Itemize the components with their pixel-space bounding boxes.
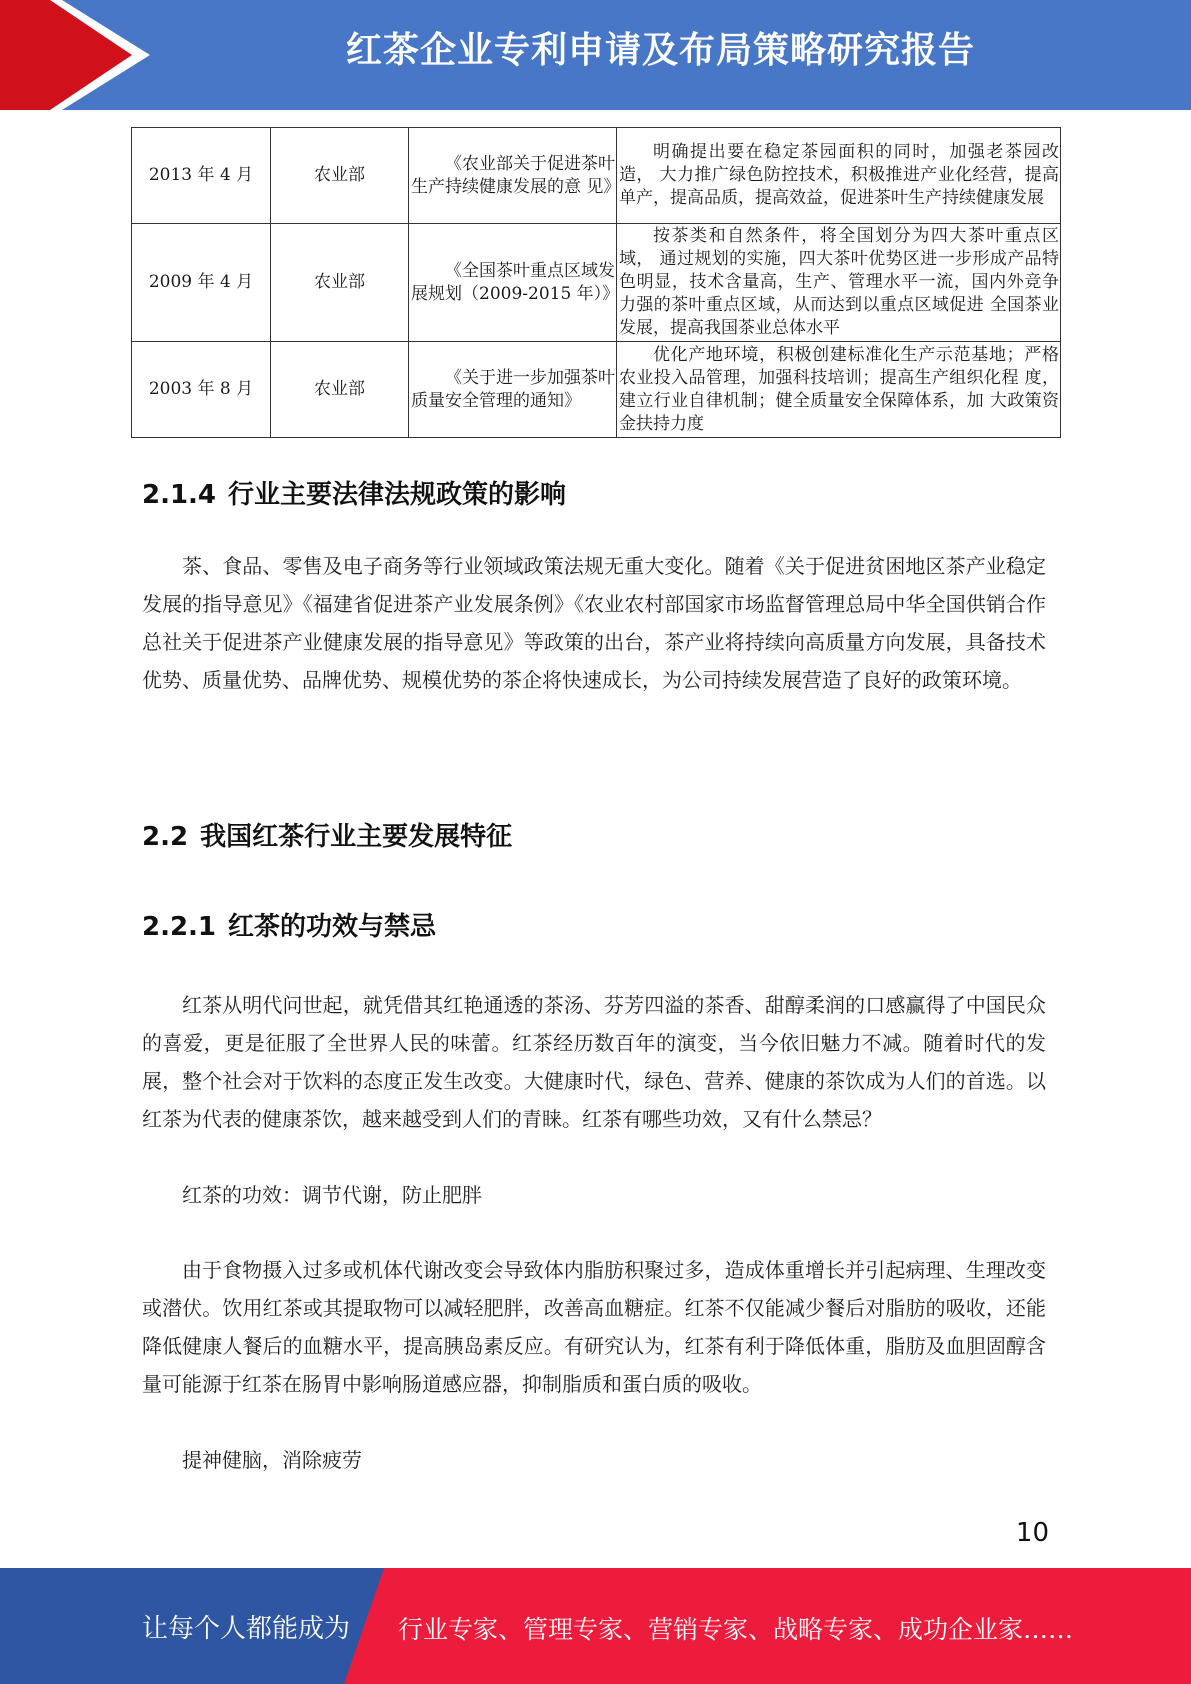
footer-slogan-right: 行业专家、管理专家、营销专家、战略专家、成功企业家……	[398, 1615, 1074, 1644]
efficacy-subhead-1: 红茶的功效：调节代谢，防止肥胖	[182, 1183, 482, 1207]
section-title: 行业主要法律法规政策的影响	[228, 480, 567, 510]
table-cell-date: 2003 年 8 月	[132, 342, 271, 438]
table-cell-dept: 农业部	[271, 224, 409, 342]
table-row	[132, 342, 1061, 438]
section-title: 我国红茶行业主要发展特征	[200, 822, 513, 852]
section-2-1-4-paragraph: 茶、食品、零售及电子商务等行业领域政策法规无重大变化。随着《关于促进贫困地区茶产业稳定发展的指导意见》《福建省促进茶产业发展条例》《农业农村部国家市场监督管理总局中华全国供销合作总社关于促进茶产业健康发展的指导意见》等政策的出台，茶产业将持续向高质量方向发展，具备技术优势、质量优势、品牌优势、规模优势的茶企将快速成长，为公司持续发展营造了良好的政策环境。	[142, 554, 1046, 692]
table-cell-dept: 农业部	[271, 342, 409, 438]
section-number: 2.2	[142, 822, 189, 852]
page-footer	[0, 1568, 1191, 1684]
section-2-2-1-paragraph-2: 由于食物摄入过多或机体代谢改变会导致体内脂肪积聚过多，造成体重增长并引起病理、生理改变或潜伏。饮用红茶或其提取物可以减轻肥胖，改善高血糖症。红茶不仅能减少餐后对脂肪的吸收，还能降低健康人餐后的血糖水平，提高胰岛素反应。有研究认为，红茶有利于降低体重，脂肪及血胆固醇含量可能源于红茶在肠胃中影响肠道感应器，抑制脂质和蛋白质的吸收。	[142, 1258, 1046, 1396]
section-heading-2-1-4	[142, 474, 566, 511]
table-row	[132, 224, 1061, 342]
section-number: 2.2.1	[142, 912, 217, 942]
header-arrow-decoration	[0, 0, 160, 110]
footer-slogan-left: 让每个人都能成为	[142, 1614, 351, 1644]
section-heading-2-2	[142, 816, 512, 853]
table-row	[132, 128, 1061, 224]
section-number: 2.1.4	[142, 480, 217, 510]
table-cell-dept: 农业部	[271, 128, 409, 224]
efficacy-subhead-2: 提神健脑，消除疲劳	[182, 1448, 362, 1472]
page-number: 10	[1015, 1518, 1049, 1548]
policy-table	[131, 127, 1061, 438]
section-2-2-1-paragraph-1: 红茶从明代问世起，就凭借其红艳通透的茶汤、芬芳四溢的茶香、甜醇柔润的口感赢得了中国民众的喜爱，更是征服了全世界人民的味蕾。红茶经历数百年的演变，当今依旧魅力不减。随着时代的发展，整个社会对于饮料的态度正发生改变。大健康时代，绿色、营养、健康的茶饮成为人们的首选。以红茶为代表的健康茶饮，越来越受到人们的青睐。红茶有哪些功效，又有什么禁忌？	[142, 993, 1046, 1131]
report-title: 红茶企业专利申请及布局策略研究报告	[345, 30, 975, 71]
table-cell-date: 2009 年 4 月	[132, 224, 271, 342]
page-header	[0, 0, 1191, 110]
section-heading-2-2-1	[142, 906, 436, 943]
table-cell-content: 优化产地环境，积极创建标准化生产示范基地；严格农业投入品管理，加强科技培训；提高生产组织化程 度，建立行业自律机制；健全质量安全保障体系，加 大政策资金扶持力度	[617, 342, 1061, 438]
section-title: 红茶的功效与禁忌	[228, 912, 437, 942]
table-cell-policy-name: 《全国茶叶重点区域发 展规划（2009-2015 年）》	[409, 224, 617, 342]
table-cell-date: 2013 年 4 月	[132, 128, 271, 224]
table-cell-policy-name: 《关于进一步加强茶叶 质量安全管理的通知》	[409, 342, 617, 438]
table-cell-content: 按茶类和自然条件，将全国划分为四大茶叶重点区域， 通过规划的实施，四大茶叶优势区进一步形成产品特 色明显，技术含量高，生产、管理水平一流，国内外竞争力强的茶叶重点区域，从而达到以重点区域促进 全国茶业发展，提高我国茶业总体水平	[617, 224, 1061, 342]
table-cell-policy-name: 《农业部关于促进茶叶 生产持续健康发展的意 见》	[409, 128, 617, 224]
table-cell-content: 明确提出要在稳定茶园面积的同时，加强老茶园改造， 大力推广绿色防控技术，积极推进产业化经营，提高 单产，提高品质，提高效益，促进茶叶生产持续健康发展	[617, 128, 1061, 224]
